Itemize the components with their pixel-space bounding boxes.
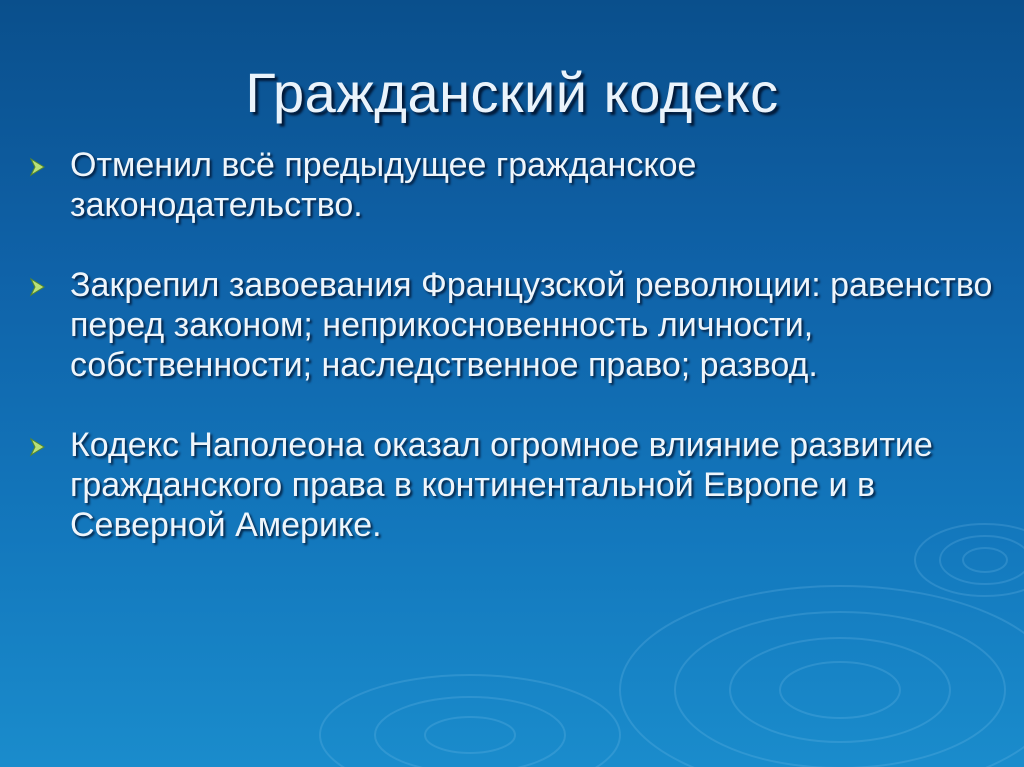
bullet-item xyxy=(28,145,998,225)
bullet-text: Кодекс Наполеона оказал огромное влияние развитие гражданского права в континентальной Европе и в Северной Америке. xyxy=(70,426,933,544)
bullet-text: Отменил всё предыдущее гражданское законодательство. xyxy=(70,146,697,224)
arrow-bullet-icon xyxy=(28,277,48,297)
arrow-bullet-icon xyxy=(28,157,48,177)
slide-title: Гражданский кодекс xyxy=(245,61,779,124)
arrow-bullet-icon xyxy=(28,437,48,457)
bullet-item xyxy=(28,265,998,385)
bullet-item xyxy=(28,425,998,545)
bullet-list xyxy=(28,145,998,545)
bullet-text: Закрепил завоевания Французской революции: равенство перед законом; неприкосновенность личности, собственности; наследственное право; развод. xyxy=(70,266,993,384)
